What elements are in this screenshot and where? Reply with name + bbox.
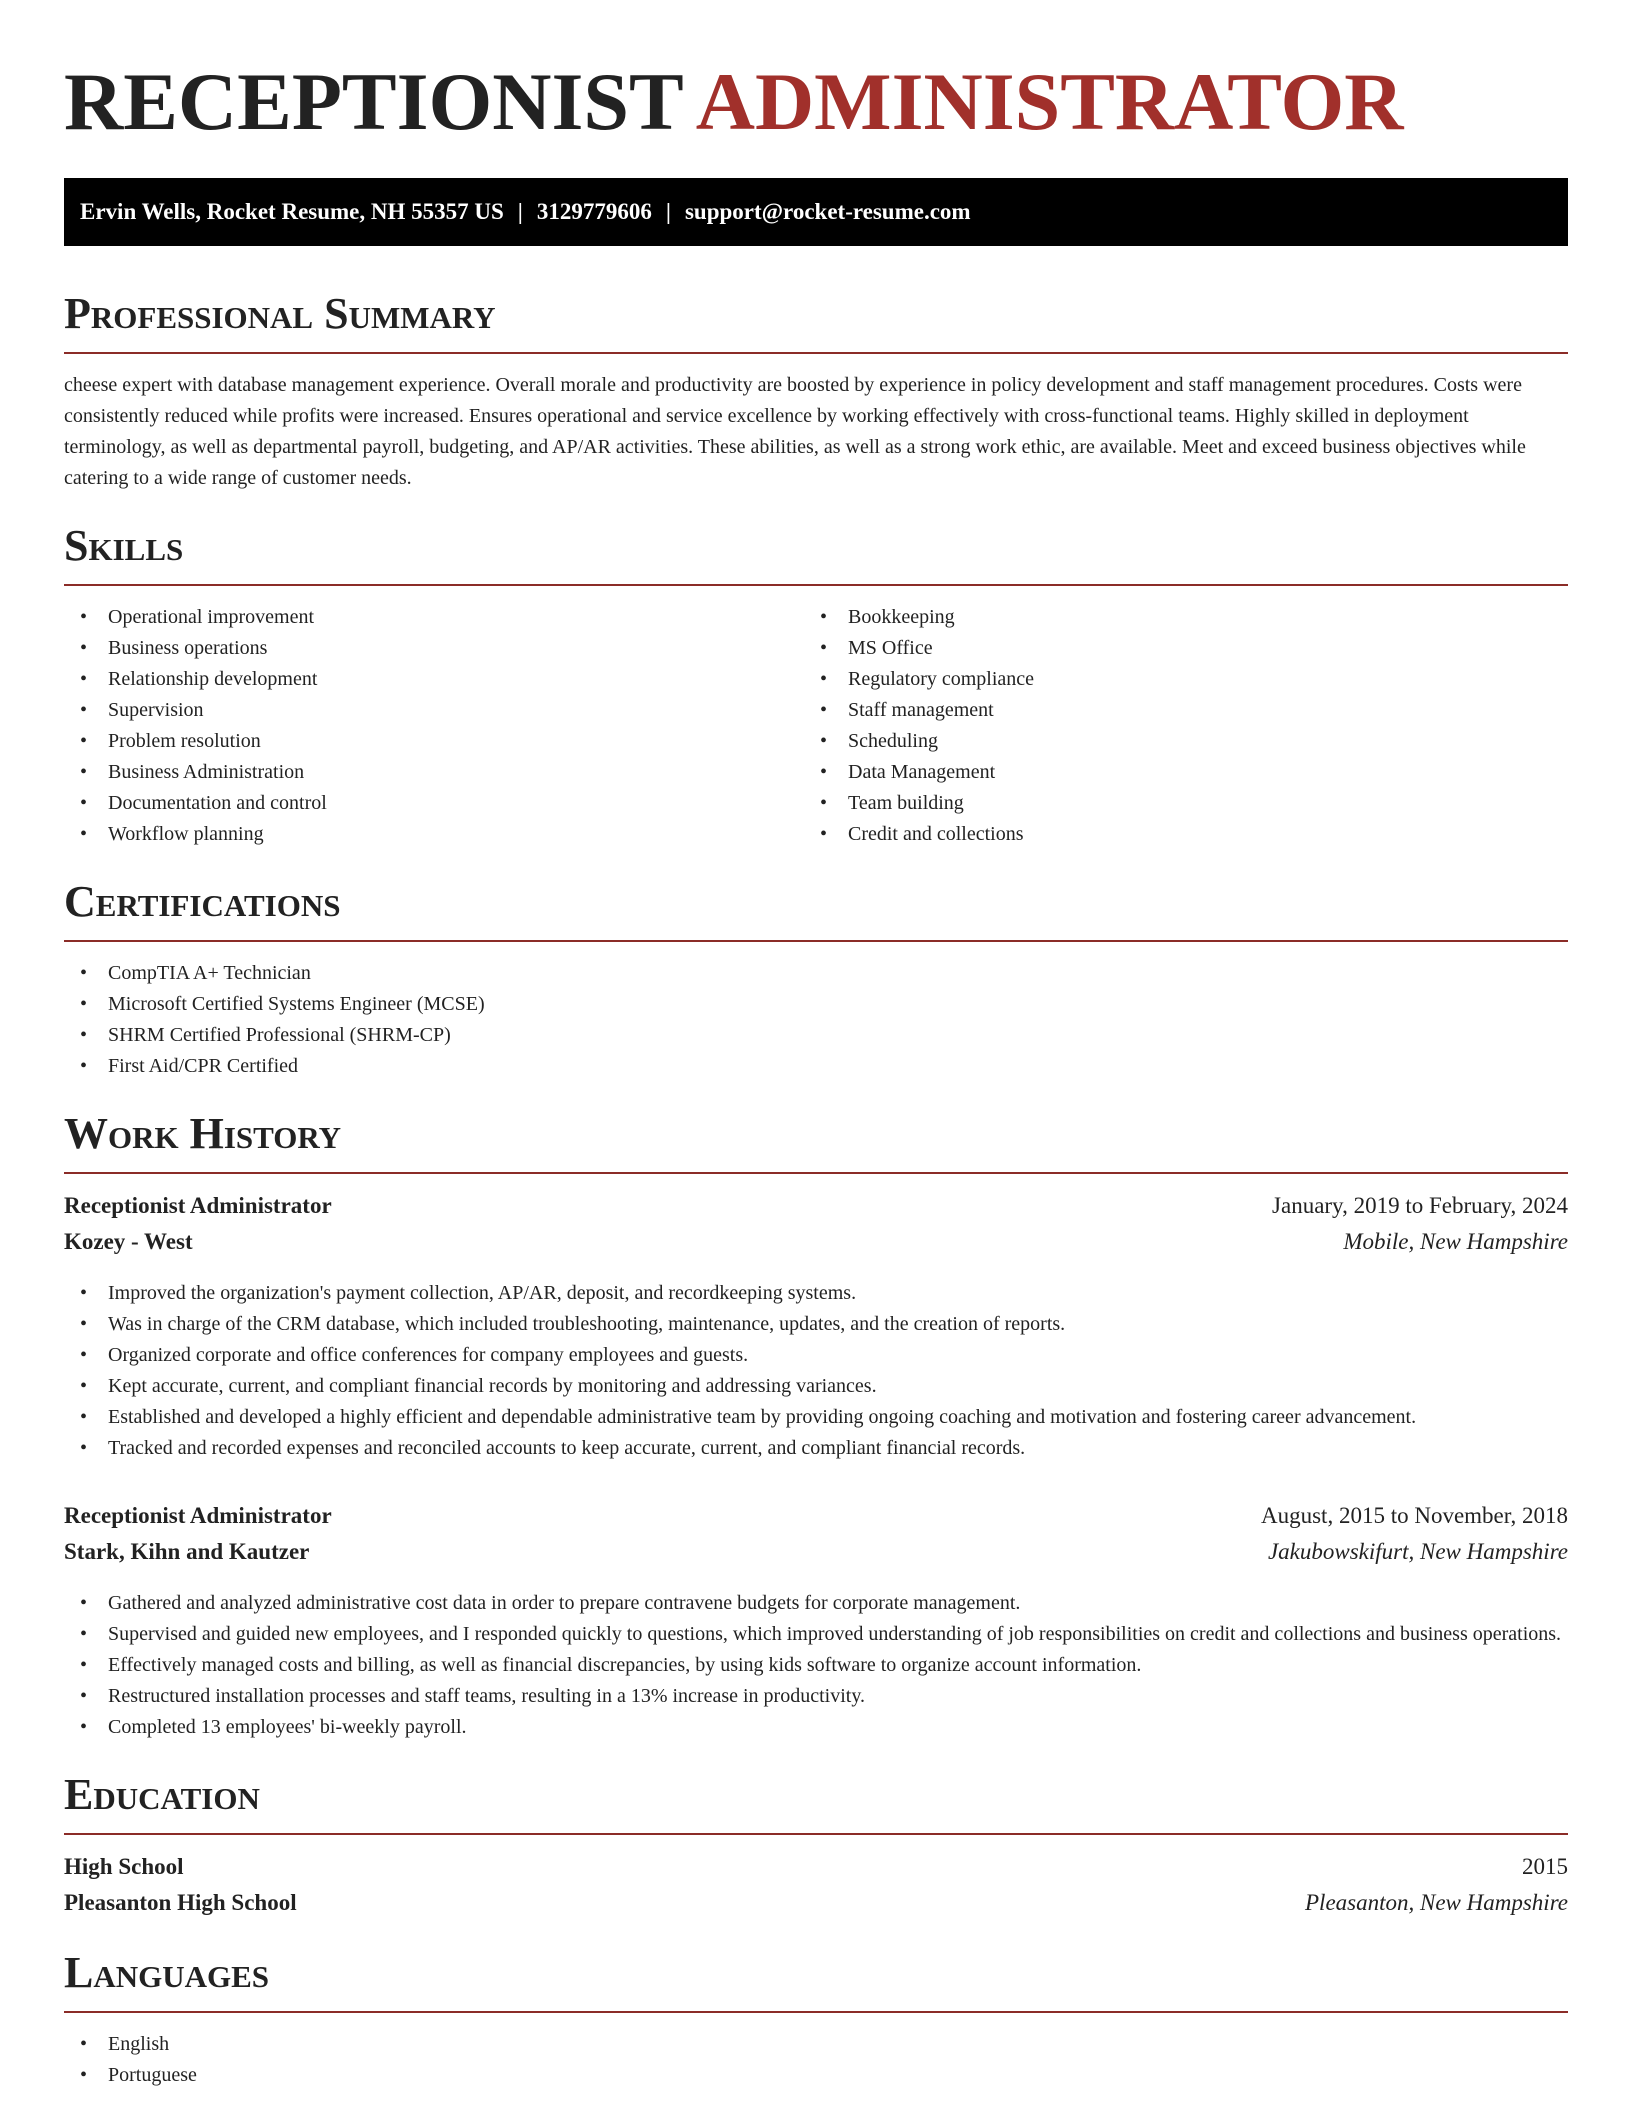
certification-item: • SHRM Certified Professional (SHRM-CP) (64, 1020, 1568, 1051)
resume-title (64, 56, 1568, 148)
skill-item: • Relationship development (64, 664, 804, 695)
job-dates: August, 2015 to November, 2018 (1261, 1503, 1568, 1528)
education-degree: High School (64, 1854, 184, 1879)
languages-heading: Languages (64, 1948, 270, 1997)
certifications-heading: Certifications (64, 877, 341, 926)
contact-separator: | (665, 199, 671, 224)
language-item: • English (64, 2029, 1568, 2060)
education-entry (64, 1849, 1568, 1921)
education-degree-row (64, 1849, 1568, 1885)
job-duty-item: • Established and developed a highly efficient and dependable administrative team by providing ongoing coaching and motivation and fostering career advancement. (64, 1402, 1568, 1433)
education-heading: Education (64, 1770, 260, 1819)
education-year: 2015 (1522, 1854, 1568, 1879)
job-duty-item: • Completed 13 employees' bi-weekly payroll. (64, 1712, 1568, 1743)
job-company-row (64, 1534, 1568, 1570)
skill-item: • Regulatory compliance (804, 664, 1544, 695)
skill-item: • Documentation and control (64, 788, 804, 819)
skills-heading: Skills (64, 521, 184, 570)
job-company: Kozey - West (64, 1229, 193, 1254)
skill-item: • Data Management (804, 757, 1544, 788)
work-history-heading: Work History (64, 1109, 342, 1158)
skills-list-left (64, 602, 804, 850)
skill-item: • Business operations (64, 633, 804, 664)
skill-item: • Scheduling (804, 726, 1544, 757)
job-location: Mobile, New Hampshire (1343, 1229, 1568, 1254)
certification-item: • CompTIA A+ Technician (64, 958, 1568, 989)
education-section (64, 1769, 1568, 1921)
language-item: • Portuguese (64, 2060, 1568, 2091)
skill-item: • Problem resolution (64, 726, 804, 757)
skill-item: • Staff management (804, 695, 1544, 726)
skills-grid (64, 602, 1568, 850)
job-header-row (64, 1498, 1568, 1534)
contact-bar (64, 178, 1568, 246)
contact-separator: | (517, 199, 523, 224)
title-first-word: RECEPTIONIST (64, 56, 684, 147)
job-duty-item: • Was in charge of the CRM database, which included troubleshooting, maintenance, updates, and the creation of reports. (64, 1309, 1568, 1340)
summary-text: cheese expert with database management experience. Overall morale and productivity are boosted by experience in policy development and staff management procedures. Costs were consistently reduced while profits were increased. Ensures operational and service excellence by working effectively with cross-functional teams. Highly skilled in deployment terminology, as well as departmental payroll, budgeting, and AP/AR activities. These abilities, as well as a strong work ethic, are available. Meet and exceed business objectives while catering to a wide range of customer needs. (64, 374, 1526, 489)
job-company-row (64, 1224, 1568, 1260)
skills-list-right (804, 602, 1544, 850)
skill-item: • MS Office (804, 633, 1544, 664)
job-entry (64, 1188, 1568, 1464)
job-header-row (64, 1188, 1568, 1224)
section-divider (64, 584, 1568, 586)
skills-section (64, 520, 1568, 850)
skill-item: • Workflow planning (64, 819, 804, 850)
job-duty-item: • Organized corporate and office conferences for company employees and guests. (64, 1340, 1568, 1371)
job-duty-item: • Tracked and recorded expenses and reconciled accounts to keep accurate, current, and compliant financial records. (64, 1433, 1568, 1464)
job-position: Receptionist Administrator (64, 1503, 332, 1528)
certification-item: • First Aid/CPR Certified (64, 1051, 1568, 1082)
job-location: Jakubowskifurt, New Hampshire (1267, 1539, 1568, 1564)
job-duty-item: • Improved the organization's payment collection, AP/AR, deposit, and recordkeeping systems. (64, 1278, 1568, 1309)
languages-section (64, 1947, 1568, 2091)
job-duty-item: • Gathered and analyzed administrative cost data in order to prepare contravene budgets for corporate management. (64, 1588, 1568, 1619)
skills-column-left (64, 602, 804, 850)
job-duties-list (64, 1588, 1568, 1743)
section-divider (64, 1172, 1568, 1174)
education-school: Pleasanton High School (64, 1890, 297, 1915)
title-second-word: ADMINISTRATOR (695, 56, 1404, 147)
job-company: Stark, Kihn and Kautzer (64, 1539, 310, 1564)
skill-item: • Bookkeeping (804, 602, 1544, 633)
job-duty-item: • Restructured installation processes and staff teams, resulting in a 13% increase in productivity. (64, 1681, 1568, 1712)
work-history-section (64, 1108, 1568, 1743)
section-divider (64, 940, 1568, 942)
section-divider (64, 352, 1568, 354)
job-position: Receptionist Administrator (64, 1193, 332, 1218)
job-duty-item: • Kept accurate, current, and compliant financial records by monitoring and addressing variances. (64, 1371, 1568, 1402)
skill-item: • Business Administration (64, 757, 804, 788)
job-entry (64, 1498, 1568, 1743)
certification-item: • Microsoft Certified Systems Engineer (MCSE) (64, 989, 1568, 1020)
education-location: Pleasanton, New Hampshire (1305, 1890, 1568, 1915)
education-school-row (64, 1885, 1568, 1921)
languages-list (64, 2029, 1568, 2091)
job-duty-item: • Supervised and guided new employees, and I responded quickly to questions, which improved understanding of job responsibilities on credit and collections and business operations. (64, 1619, 1568, 1650)
job-dates: January, 2019 to February, 2024 (1272, 1193, 1568, 1218)
skill-item: • Credit and collections (804, 819, 1544, 850)
section-divider (64, 2011, 1568, 2013)
section-divider (64, 1833, 1568, 1835)
summary-heading: Professional Summary (64, 289, 496, 338)
contact-phone: 3129779606 (536, 199, 652, 224)
contact-email: support@rocket-resume.com (684, 199, 971, 224)
contact-address: Ervin Wells, Rocket Resume, NH 55357 US (80, 199, 504, 224)
skill-item: • Team building (804, 788, 1544, 819)
summary-section (64, 288, 1568, 494)
job-duties-list (64, 1278, 1568, 1464)
skill-item: • Operational improvement (64, 602, 804, 633)
skill-item: • Supervision (64, 695, 804, 726)
resume-page (64, 0, 1568, 2091)
certifications-list (64, 958, 1568, 1082)
skills-column-right (804, 602, 1544, 850)
certifications-section (64, 876, 1568, 1082)
job-duty-item: • Effectively managed costs and billing, as well as financial discrepancies, by using kids software to organize account information. (64, 1650, 1568, 1681)
